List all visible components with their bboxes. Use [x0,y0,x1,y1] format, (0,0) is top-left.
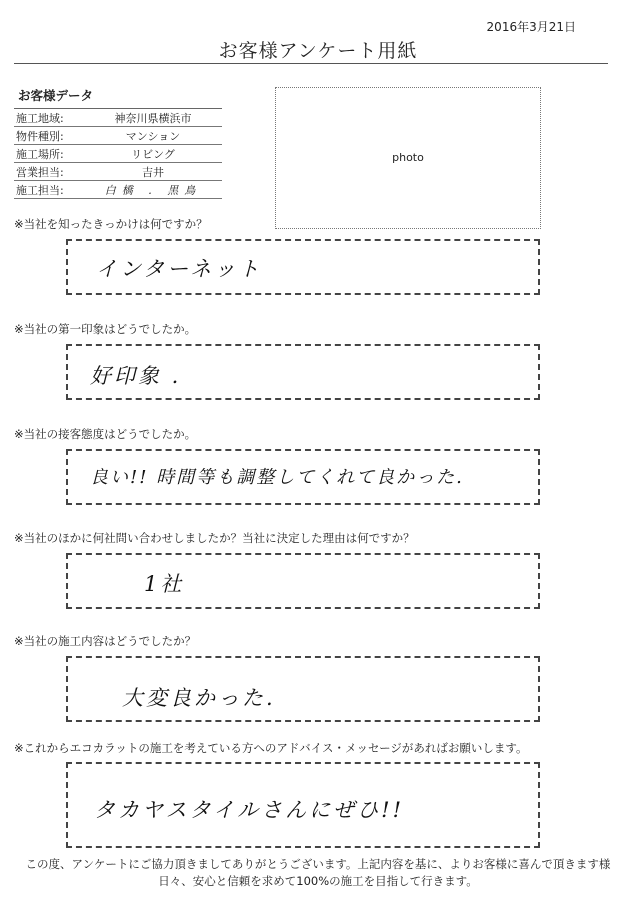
photo-label: photo [392,151,424,164]
info-label: 物件種別: [16,129,64,143]
info-row-area [14,109,222,127]
info-label: 施工場所: [16,147,64,161]
footer-line-2: 日々、安心と信頼を求めて100%の施工を目指して行きます。 [158,874,478,888]
answer-2: 好印象 . [90,364,182,388]
customer-data-heading: お客様データ [18,88,94,103]
answer-3: 良い!! 時間等も調整してくれて良かった. [90,467,464,488]
answer-4: 1社 [144,572,185,596]
survey-date: 2016年3月21日 [486,20,576,34]
answer-box-1 [66,239,540,295]
question-1: ※当社を知ったきっかけは何ですか？ [14,217,208,231]
title-divider [14,63,608,64]
info-row-location [14,145,222,163]
info-label: 施工地域: [16,111,64,125]
info-label: 施工担当: [16,183,64,197]
footer-message [0,856,636,890]
question-3: ※当社の接客態度はどうでしたか。 [14,427,197,441]
info-value: マンション [125,129,181,143]
photo-placeholder [275,87,541,229]
footer-line-1: この度、アンケートにご協力頂きましてありがとうございます。上記内容を基に、よりお客様に喜んで頂きます様 [25,857,611,871]
answer-box-5 [66,656,540,722]
answer-1: インターネット [96,257,263,281]
question-5: ※当社の施工内容はどうでしたか？ [14,634,197,648]
answer-box-3 [66,449,540,505]
info-row-installer [14,181,222,199]
info-value: 吉井 [142,165,164,179]
info-label: 営業担当: [16,165,64,179]
answer-box-6 [66,762,540,848]
answer-box-4 [66,553,540,609]
customer-info-table [14,108,222,199]
question-6: ※これからエコカラットの施工を考えている方へのアドバイス・メッセージがあればお願いします。 [14,741,528,755]
info-value: 神奈川県横浜市 [114,111,192,125]
answer-5: 大変良かった. [122,686,276,710]
answer-6: タカヤスタイルさんにぜひ!! [94,798,405,822]
answer-box-2 [66,344,540,400]
info-value-handwritten: 白橋 . 黒鳥 [104,183,202,197]
question-2: ※当社の第一印象はどうでしたか。 [14,322,197,336]
info-value: リビング [131,147,175,161]
info-row-sales-rep [14,163,222,181]
question-4: ※当社のほかに何社問い合わせしましたか？当社に決定した理由は何ですか？ [14,531,415,545]
info-row-property-type [14,127,222,145]
page-title: お客様アンケート用紙 [218,40,418,62]
